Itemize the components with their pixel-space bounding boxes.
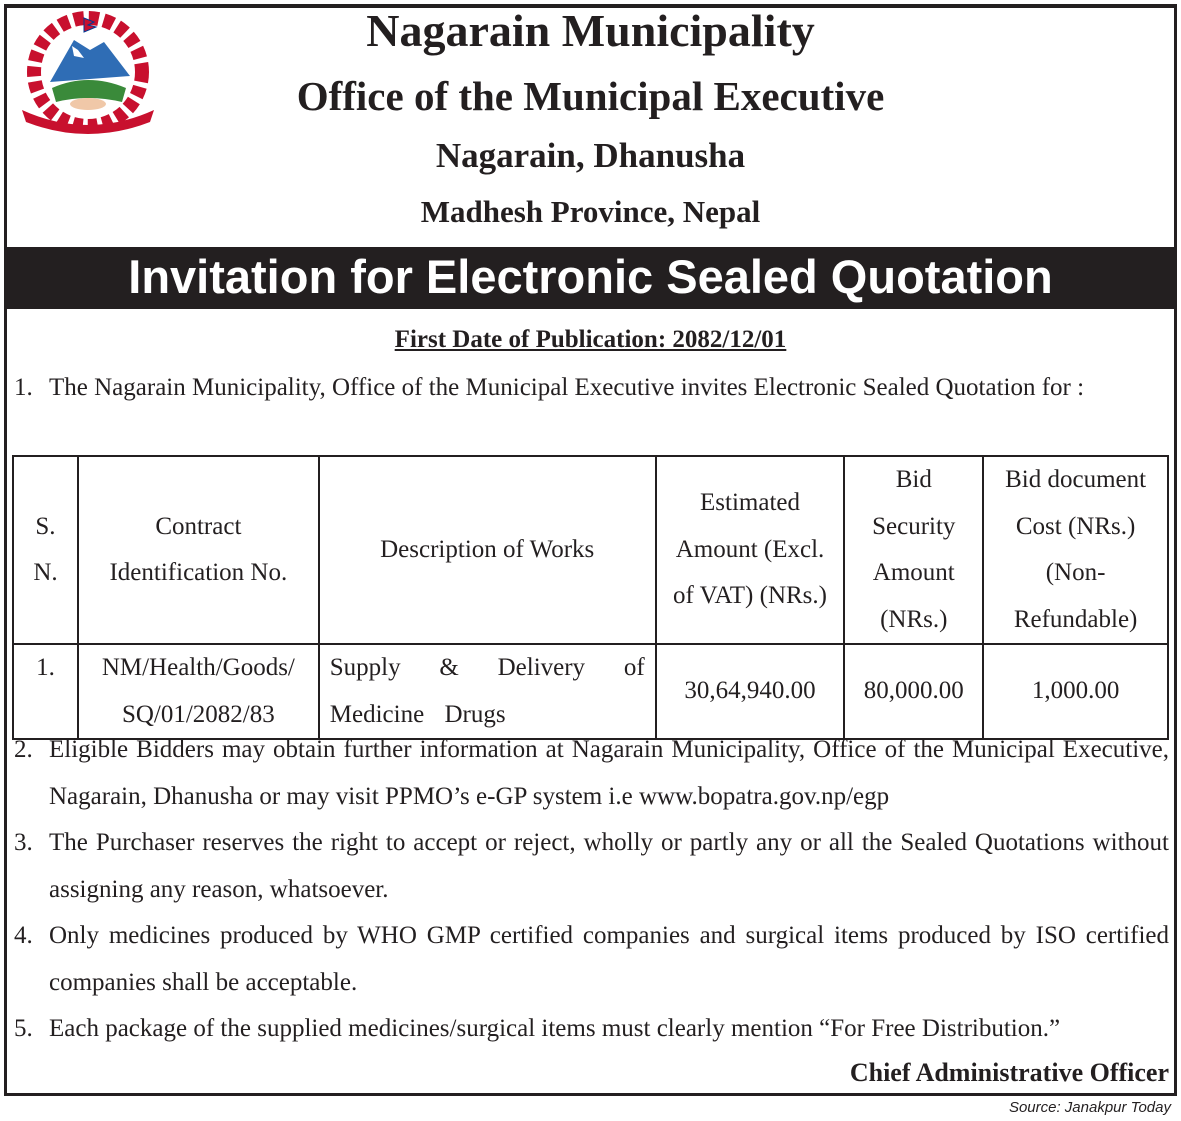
table-header-row: [13, 456, 1168, 644]
point-4: [14, 913, 1169, 1006]
col-bid-doc-cost: Bid document Cost (NRs.) (Non-Refundable): [983, 456, 1168, 644]
point-2: [14, 727, 1169, 820]
point-number: 3.: [14, 829, 33, 856]
municipality-name: Nagarain Municipality: [366, 5, 815, 56]
col-contract-id: Contract Identification No.: [78, 456, 319, 644]
col-estimated-amount: Estimated Amount (Excl. of VAT) (NRs.): [656, 456, 845, 644]
col-description: Description of Works: [319, 456, 656, 644]
office-name: Office of the Municipal Executive: [296, 73, 885, 119]
signatory: Chief Administrative Officer: [849, 1058, 1169, 1087]
col-sn: S. N.: [13, 456, 78, 644]
point-number: 4.: [14, 922, 33, 949]
point-1: [14, 365, 1169, 412]
cell-bid-security: 80,000.00: [844, 644, 983, 739]
notice-title: Invitation for Electronic Sealed Quotation: [4, 247, 1177, 309]
point-number: 2.: [14, 736, 33, 763]
cell-bid-doc-cost: 1,000.00: [983, 644, 1168, 739]
point-text: The Nagarain Municipality, Office of the Municipal Executive invites Electronic Sealed Quotation for :: [49, 374, 1085, 401]
source-credit: Source: Janakpur Today: [1008, 1099, 1171, 1116]
col-bid-security: Bid Security Amount (NRs.): [844, 456, 983, 644]
point-text: Eligible Bidders may obtain further information at Nagarain Municipality, Office of the Municipal Executive, Nagarain, Dhanusha or may visit PPMO’s e-GP system i.e www.bopatra.gov.np/egp: [49, 736, 1169, 810]
publication-date: First Date of Publication: 2082/12/01: [394, 326, 787, 353]
point-3: [14, 820, 1169, 913]
province: Madhesh Province, Nepal: [420, 194, 761, 229]
point-number: 1.: [14, 374, 33, 401]
location: Nagarain, Dhanusha: [435, 136, 746, 175]
point-text: Only medicines produced by WHO GMP certified companies and surgical items produced by ISO certified companies shall be acceptable.: [49, 922, 1169, 996]
point-5: [14, 1006, 1169, 1053]
table-row: [13, 644, 1168, 739]
point-text: Each package of the supplied medicines/surgical items must clearly mention “For Free Distribution.”: [49, 1015, 1061, 1042]
quotation-table: [12, 455, 1169, 740]
point-number: 5.: [14, 1015, 33, 1042]
cell-estimated-amount: 30,64,940.00: [656, 644, 845, 739]
cell-sn: 1.: [13, 644, 78, 739]
point-text: The Purchaser reserves the right to accept or reject, wholly or partly any or all the Sealed Quotations without assigning any reason, whatsoever.: [49, 829, 1169, 903]
cell-description: Supply & Delivery of Medicine Drugs: [319, 644, 656, 739]
cell-contract-id: NM/Health/Goods/ SQ/01/2082/83: [78, 644, 319, 739]
